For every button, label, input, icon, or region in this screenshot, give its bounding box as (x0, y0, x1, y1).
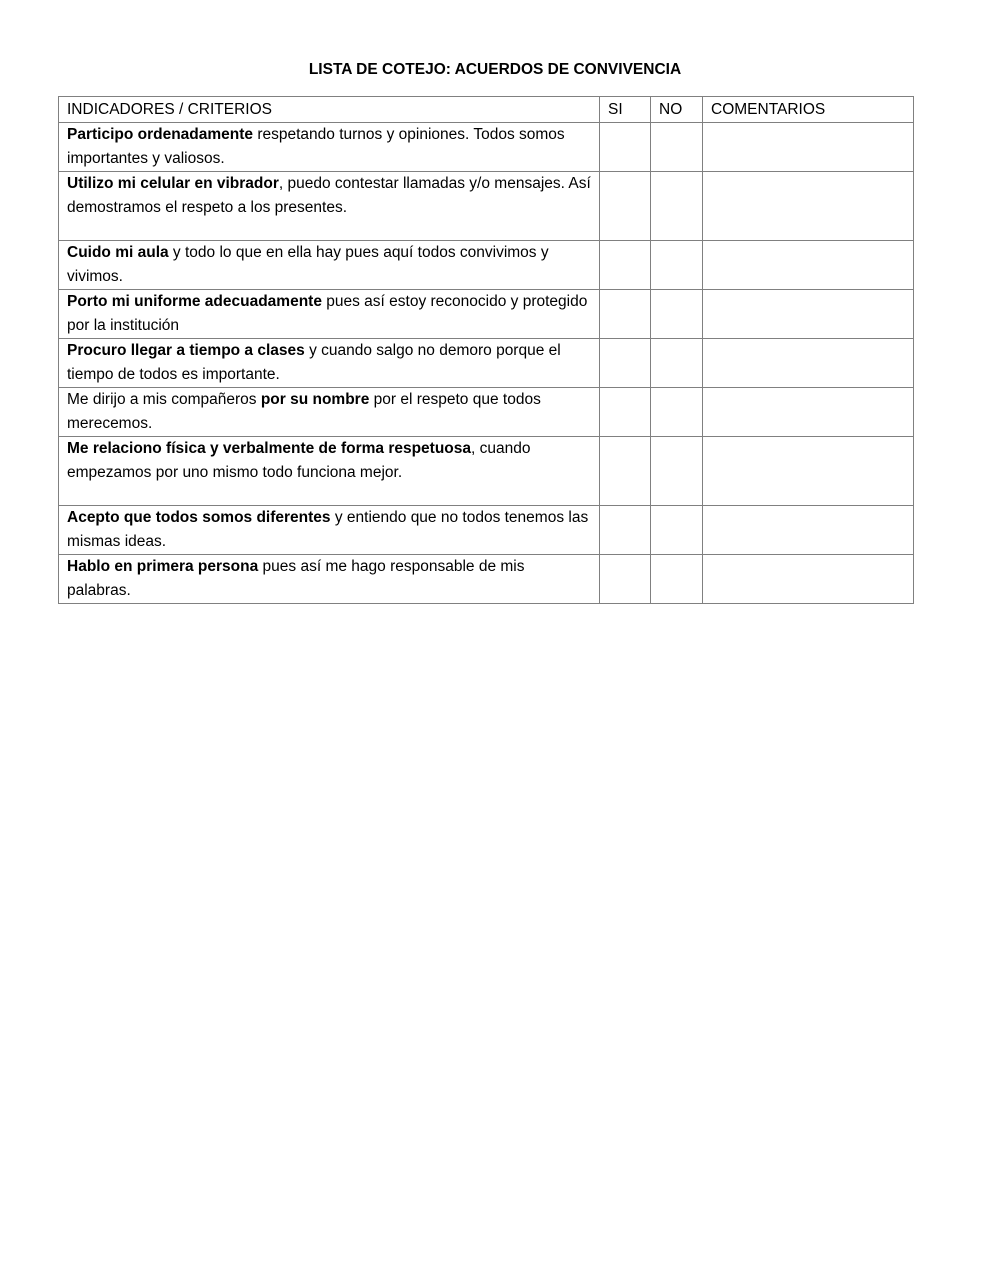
table-row (59, 555, 914, 604)
criterion-cell: Utilizo mi celular en vibrador, puedo contestar llamadas y/o mensajes. Así demostramos el respeto a los presentes. (59, 172, 600, 241)
header-criteria: INDICADORES / CRITERIOS (59, 97, 600, 123)
comment-cell[interactable] (703, 555, 914, 604)
comment-cell[interactable] (703, 437, 914, 506)
table-row (59, 241, 914, 290)
criterion-cell: Hablo en primera persona pues así me hago responsable de mis palabras. (59, 555, 600, 604)
comment-cell[interactable] (703, 123, 914, 172)
si-cell[interactable] (600, 123, 651, 172)
table-header-row (59, 97, 914, 123)
criterion-cell: Cuido mi aula y todo lo que en ella hay pues aquí todos convivimos y vivimos. (59, 241, 600, 290)
criterion-cell: Procuro llegar a tiempo a clases y cuando salgo no demoro porque el tiempo de todos es importante. (59, 339, 600, 388)
criterion-cell: Me relaciono física y verbalmente de forma respetuosa, cuando empezamos por uno mismo todo funciona mejor. (59, 437, 600, 506)
si-cell[interactable] (600, 555, 651, 604)
table-row (59, 506, 914, 555)
table-row (59, 290, 914, 339)
comment-cell[interactable] (703, 241, 914, 290)
comment-cell[interactable] (703, 172, 914, 241)
criterion-cell: Acepto que todos somos diferentes y entiendo que no todos tenemos las mismas ideas. (59, 506, 600, 555)
no-cell[interactable] (651, 437, 703, 506)
no-cell[interactable] (651, 290, 703, 339)
si-cell[interactable] (600, 290, 651, 339)
table-row (59, 172, 914, 241)
si-cell[interactable] (600, 172, 651, 241)
header-comments: COMENTARIOS (703, 97, 914, 123)
page-title: LISTA DE COTEJO: ACUERDOS DE CONVIVENCIA (308, 61, 682, 78)
si-cell[interactable] (600, 388, 651, 437)
comment-cell[interactable] (703, 506, 914, 555)
no-cell[interactable] (651, 506, 703, 555)
si-cell[interactable] (600, 506, 651, 555)
table-row (59, 339, 914, 388)
si-cell[interactable] (600, 241, 651, 290)
no-cell[interactable] (651, 339, 703, 388)
comment-cell[interactable] (703, 339, 914, 388)
si-cell[interactable] (600, 339, 651, 388)
no-cell[interactable] (651, 123, 703, 172)
no-cell[interactable] (651, 388, 703, 437)
criterion-cell: Porto mi uniforme adecuadamente pues así estoy reconocido y protegido por la institución (59, 290, 600, 339)
comment-cell[interactable] (703, 388, 914, 437)
no-cell[interactable] (651, 555, 703, 604)
header-no: NO (651, 97, 703, 123)
no-cell[interactable] (651, 172, 703, 241)
table-row (59, 437, 914, 506)
criterion-cell: Me dirijo a mis compañeros por su nombre por el respeto que todos merecemos. (59, 388, 600, 437)
checklist-table (58, 96, 914, 604)
comment-cell[interactable] (703, 290, 914, 339)
si-cell[interactable] (600, 437, 651, 506)
table-row (59, 123, 914, 172)
header-si: SI (600, 97, 651, 123)
table-row (59, 388, 914, 437)
no-cell[interactable] (651, 241, 703, 290)
criterion-cell: Participo ordenadamente respetando turnos y opiniones. Todos somos importantes y valiosos. (59, 123, 600, 172)
